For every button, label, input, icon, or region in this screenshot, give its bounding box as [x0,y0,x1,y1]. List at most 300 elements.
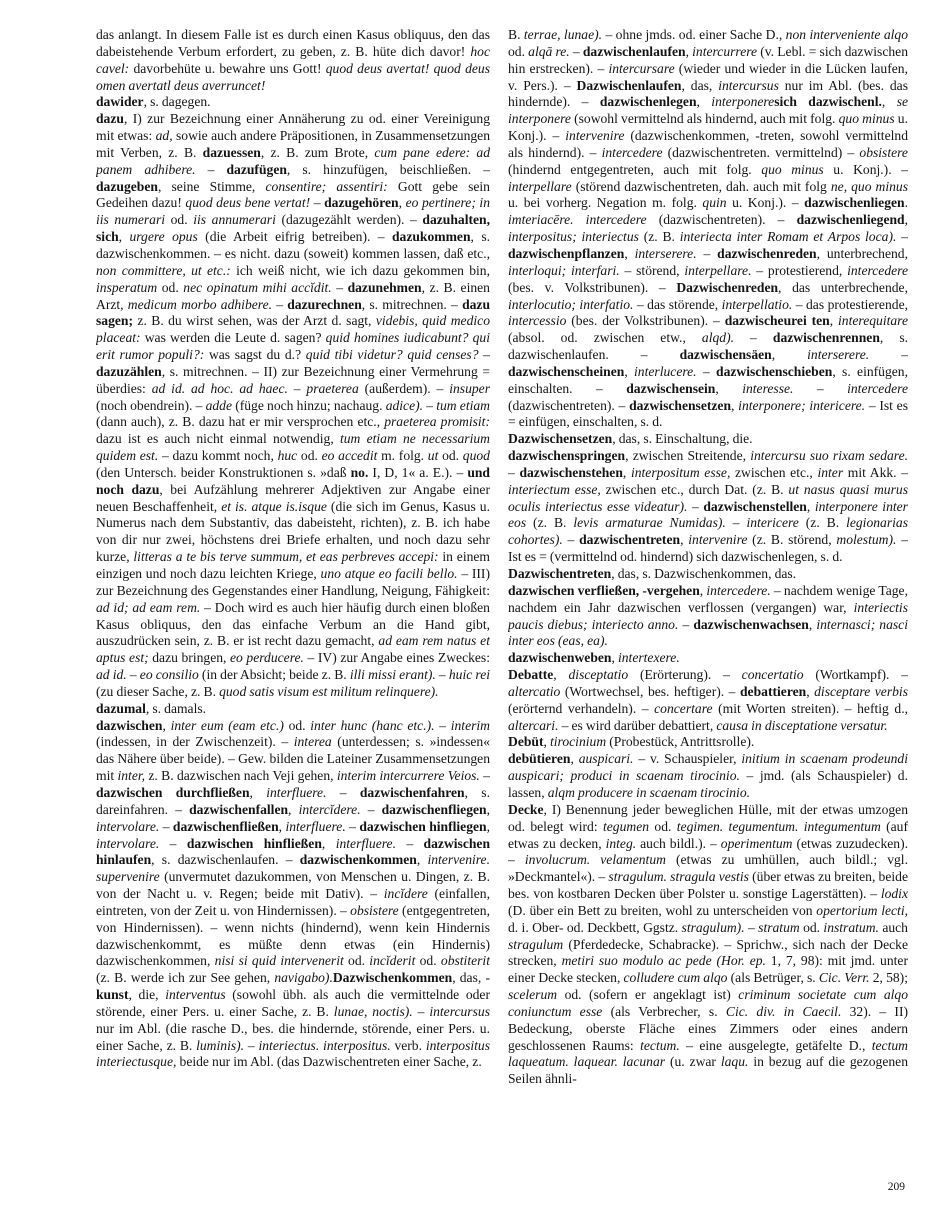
latin-term: metiri suo modulo ac pede (Hor. ep. [561,953,766,969]
latin-term: alqm producere in scaenam tirocinio. [547,784,751,800]
latin-term: intercĭdere. [298,801,361,817]
entry-text: (als Verbrecher, s. [602,1003,726,1019]
entry [508,650,908,667]
latin-term: insuper [449,380,490,396]
entry-text: (hindernd entgegentreten, auch mit folg. [508,161,762,177]
entry-text: 2, 58); [869,970,908,986]
entry-text: , [553,667,569,683]
entry [508,431,908,448]
entry-text: (z. B. werde ich zur See gehen, [96,970,275,986]
latin-term: obsistere [350,902,399,918]
entry-text: m. folg. [377,448,428,464]
entry-text: – [360,801,382,817]
latin-term: involucrum. velamentum [524,852,666,868]
entry-text: (unvermutet dazukommen, von Menschen u. Dingen, z. B. von der Nacht u. v. Regen; beide mit Dativ). – [96,869,490,902]
entry-text: (die sich im Genus, Kasus u. Numerus nach dem Substantiv, das dabeisteht, richten), z. B. ich habe von dir nur zwei, höchstens drei Briefe erhalten, und noch dazu sehr kurze, [96,498,490,565]
entry-text: od. [438,448,463,464]
headword: dazwischen hinlaufen [96,835,490,868]
entry-text: (einfallen, eintreten, von der Zeit u. von Hindernissen). – [96,886,490,918]
entry-text: auch [878,919,908,935]
latin-term: altercari. [508,717,559,733]
entry-text: , I) Benennung jeder beweglichen Hülle, mit der etwas umzogen od. belegt wird: [508,801,908,834]
entry-text: , [118,229,130,245]
entry-text: 1, 7, 98): mit jmd. unter einer Decke stecken, [508,953,908,986]
entry-text: (etwas zu umhüllen, auch bildl.; vgl. »Deckmantel«). – [508,852,908,885]
latin-term: eo consilio [139,667,199,683]
entry-text: , [699,582,707,598]
entry-text: , s. mitrechnen. – II) zur Bezeichnung einer Vermehrung = überdies: [96,363,490,396]
latin-term: interpositum esse, [630,464,731,480]
entry-text: (etwas zuzudecken). – [508,835,908,868]
entry-text: , s. dazwischenlaufen. – [508,330,908,363]
entry-text: – es wird darüber debattiert, [558,717,717,733]
headword: Debüt [508,734,544,750]
entry-text: , [278,818,286,834]
entry-text: auch bildl.). – [636,835,721,851]
latin-term: ad, [155,128,173,144]
entry-text: dazu ist es auch nicht einmal notwendig, [96,431,340,447]
entry-text: – protestierend, [751,262,848,278]
entry-text: – ohne jmds. od. einer Sache D., [602,27,786,42]
latin-term: tegumen [602,818,650,834]
entry-text: (entgegentreten, von Hindernissen). – wenn nichts (hindernd), wenn kein Hindernis dazwischenkommt, es müßte denn etwas (ein Hindernis) dazwischenkommen, [96,902,490,969]
entry-text: , [543,734,550,750]
headword: dazwischenliegen [804,195,905,211]
entry-text: (bes. der Volkstribunen). – [566,313,725,329]
latin-term: medicum morbo adhibere. [127,296,272,312]
entry-text: od. [297,448,322,464]
entry-text: od. [799,919,824,935]
latin-term: quod satis visum est militum relinquere). [219,683,439,699]
latin-term: intercedere [847,262,908,278]
entry-text: – [744,919,759,935]
entry-text: – [478,347,490,363]
latin-term: hoc cavel: [96,43,490,76]
headword: Dazwischentreten [508,566,612,581]
latin-term: interserere. [634,245,697,261]
entry-text: (sowohl übh. als auch die vermittelnde oder störende, einer Pers. u. einer Sache, z. B. [96,987,490,1019]
latin-term: iis annumerari [193,212,276,228]
latin-term: disceptatio [568,667,629,683]
latin-term: obsistere [859,144,908,160]
entry-text: , die, [128,987,166,1003]
latin-term: lunae, noctis). [333,1003,413,1019]
entry-text: (Probestück, Antrittsrolle). [606,734,755,750]
latin-term: luminis). [196,1037,245,1053]
right-column [508,27,908,1187]
latin-term: interponere; intericere. [738,397,866,413]
entry [508,802,908,1088]
latin-term: quod deus bene vertat! [185,195,311,211]
entry-text: , [881,94,897,110]
latin-term: levis armaturae Numidas). [573,515,726,531]
entry-text: – das störende, [633,296,722,312]
headword: Dazwischenkommen [332,970,453,986]
entry-text: , [680,532,689,548]
headword: dazwischen [96,717,163,733]
latin-term: quo minus [838,111,895,127]
entry-text: davorbehüte u. bewahre uns Gott! [129,60,326,76]
entry-text: – [287,380,307,396]
latin-term: intercedere [601,144,663,160]
latin-term: quid homines iudicabunt? qui erit rumor populi?: [96,330,490,363]
entry-text: – [159,835,187,851]
latin-term: interequitare [838,313,908,329]
headword: Dazwischenreden [676,279,779,295]
entry-text: (den Untersch. beider Konstruktionen s. »daß [96,464,351,480]
entry-text: nur im Abl. (bes. das hindernde). – [508,77,908,110]
entry-text: – [244,1037,259,1053]
entry-text: – störend, [619,262,685,278]
entry-text: – [195,161,227,177]
latin-term: interpellare [508,178,572,194]
entry [508,667,908,734]
headword: debattieren [740,683,807,699]
entry-text: , [570,751,579,767]
headword: dazwischenlegen [599,94,697,110]
latin-term: eo pertinere; in iis numerari [96,195,490,228]
entry-text: mit Akk. – [843,464,908,480]
latin-term: se interponere [508,94,908,127]
latin-term: concertatio [741,667,804,683]
latin-term: interpositus; interiectus [508,229,639,245]
entry-text: – eine ausgelegte, getäfelte D., [679,1037,872,1053]
entry-text: , [486,801,490,817]
latin-term: ut nasus quasi murus oculis interiectus esse videatur). [508,481,908,514]
latin-term: huc [277,448,298,464]
headword: dazwischensein [626,380,716,396]
latin-term: interfluere. [335,835,396,851]
headword: dazwischenfallen [189,801,289,817]
entry-text: , s. dazwischenkommen. – es nicht. dazu (soweit) kommen lassen, daß etc., [96,229,490,261]
latin-term: uno atque eo facili bello. [320,566,458,581]
latin-term: insperatum [96,279,158,295]
headword: dazwischenstehen [519,464,623,480]
entry-text: , [829,313,839,329]
latin-term: tirocinium [550,734,607,750]
latin-term: eo accedit [321,448,378,464]
entry-text: , [398,195,406,211]
entry-text: , bei Aufzählung mehrerer Adjektiven zur Angabe einer neuen Beschaffenheit, [96,481,490,514]
entry-text: – [345,818,360,834]
entry-text: (noch obendrein). – [96,397,206,413]
entry-text: , das, [681,77,719,93]
entry-text: (dazwischentreten). – [508,397,630,413]
headword: debütieren [508,751,571,767]
entry-text: verb. [390,1037,426,1053]
latin-term: intertexere. [617,650,680,666]
entry-text: (dazwischenkommen, -treten, sowohl vermittelnd als hindernd). – [508,128,908,160]
entry-text: – v. Schauspieler, [633,751,742,767]
entry-text: , [624,245,635,261]
entry-text: – [310,195,325,211]
entry-text: (dazugezählt werden). – [275,212,423,228]
entry-text: , [904,212,908,228]
latin-term: interpellatio. [721,296,793,312]
headword: dawider [96,94,144,110]
latin-term: internasci; nasci inter eos (eas, ea). [508,616,908,649]
latin-term: nisi si quid intervenerit [214,953,344,969]
entry-text: (z. B. störend, [747,532,837,548]
entry-text: (absol. od. zwischen etw., [508,330,702,346]
latin-term: interiecta inter Romam et Arpos loca). [679,229,897,245]
dictionary-page [96,27,908,1187]
latin-term: interloqui; interfari. [508,262,620,278]
latin-term: illi missi erant). [349,667,436,683]
latin-term: incĭdere [383,886,428,902]
entry-text: , zwischen Streitende, [625,448,751,464]
entry-text: – das protestierende, [792,296,908,312]
latin-term: interlocutio; interfatio. [508,296,634,312]
headword: dazufügen [226,161,287,177]
latin-term: interponere [711,94,775,110]
latin-term: ad id. [96,667,127,683]
headword: no. [350,464,369,480]
latin-term: non committere, ut etc.: [96,262,231,278]
headword: dazwischenlaufen [582,43,686,59]
latin-term: interesse. [742,380,794,396]
headword: dazumal [96,700,146,716]
latin-term: ad eam rem natus et aptus est; [96,633,490,666]
entry-text: d. i. Ober- od. Deckbett, Ggstz. [508,919,682,935]
latin-term: intercedere. [706,582,771,598]
latin-term: litteras a te bis terve summum, et eas perbreves accepi: [133,549,439,565]
headword: dazwischeurei ten [724,313,830,329]
entry-text: – [159,818,173,834]
latin-term: intericere [746,515,799,531]
entry-text: , s. hinzufügen, beischließen. – [286,161,490,177]
entry-text: – [126,667,140,683]
latin-term: tectum laqueatum. laquear. lacunar [508,1037,908,1070]
entry-text: – [479,768,490,784]
entry-text: – [412,1003,430,1019]
latin-term: interfluere. [266,784,327,800]
entry-text: od. [415,953,441,969]
entry-text: (zu dieser Sache, z. B. [96,683,220,699]
headword: dazunehmen [347,279,422,295]
latin-term: instratum. [823,919,879,935]
latin-term: intervolare. [96,835,160,851]
entry-text: – [696,363,717,379]
entry-text: (in der Absicht; beide z. B. [198,667,350,683]
latin-term: stragulum [508,936,564,952]
entry-text: u. Konj.). – [823,161,908,177]
latin-term: intervolare. [96,818,160,834]
entry-text: od. [283,717,311,733]
headword: dazwischenspringen [508,448,626,464]
entry-text: zwischen etc., [730,464,818,480]
entry-text: , [611,650,618,666]
latin-term: alqd). [701,330,734,346]
entry-text: was werden die Leute d. sagen? [140,330,326,346]
entry [508,583,908,650]
latin-term: quod deus avertat! quod deus omen avertatl deus averruncet! [96,60,490,93]
entry-text: – [508,464,520,480]
entry-text: – [734,330,773,346]
entry-text: , [696,94,712,110]
latin-term: cum pane edere: ad panem adhibere. [96,144,490,177]
latin-term: interim [450,717,490,733]
latin-term: opertorium lecti, [816,902,908,918]
entry-text: z. B. dazwischen nach Veji gehen, [145,768,337,784]
latin-term: tectum. [640,1037,680,1053]
headword: dazwischenfliegen [381,801,487,817]
entry [96,27,490,94]
entry-text: (dazwischentreten). – [646,212,797,228]
latin-term: interpellare. [684,262,752,278]
latin-term: intercurrere [692,43,758,59]
headword: dazwischen hinfließen [186,835,322,851]
entry-text: , s. mitrechnen. – [361,296,463,312]
entry-text: in einem einzigen und noch dazu leichten Kriege, [96,549,490,581]
entry-text: , unterbrechend, [816,245,908,261]
entry-text: sowie auch andere Präpositionen, in Zusammensetzungen mit Verben, z. B. [96,128,490,160]
headword: dazugeben [96,178,158,194]
entry-text: , [416,852,428,868]
entry-text: – [423,397,437,413]
latin-term: urgere opus [129,229,198,245]
latin-term: interlucere. [634,363,697,379]
entry-text: – [896,229,908,245]
entry-text: (die Arbeit eifrig betreiben). – [197,229,392,245]
entry-text: – [331,279,348,295]
entry-text: – dazu kommt noch, [158,448,278,464]
entry-text: (indessen, in der Zwischenzeit). – [96,734,294,750]
entry-text: – [725,515,747,531]
entry-text: od. (sofern er angeklagt ist) [557,987,739,1003]
entry-text: ich weiß nicht, wie ich dazu gekommen bin, [230,262,490,278]
entry-text: (Wortkampf). – [803,667,908,683]
entry-text: u. Konj.). – [726,195,805,211]
entry-text: (störend dazwischentreten, dah. auch mit folg [571,178,831,194]
entry-text: , [808,616,817,632]
latin-term: inter, [117,768,146,784]
entry-text: , [715,380,743,396]
headword: dazwischensäen [679,347,772,363]
latin-term: nec opinatum mihi accĭdit. [183,279,332,295]
entry-text: – IV) zur Angabe eines Zweckes: [303,650,490,666]
headword: dazwischenwachsen [693,616,809,632]
entry-text: . [904,195,908,211]
entry-text: (Pferdedecke, Schabracke). – Sprichw., sich nach der Decke strecken, [508,936,908,969]
entry-text: od. [157,279,184,295]
page-number: 209 [887,1181,905,1193]
entry-text: das anlangt. In diesem Falle ist es durch einen Kasus obliquus, den das dabeistehende Verbum erfordert, zu geben, z. B. hüte dich davor! [96,27,490,59]
latin-term: Cic. Verr. [818,970,870,986]
entry-text: – [696,245,718,261]
latin-term: interiectis paucis diebus; interiecto anno. [508,599,908,632]
entry [508,566,908,583]
latin-term: intercursus [429,1003,490,1019]
entry [508,27,908,431]
headword: dazu sagen; [96,296,490,329]
latin-term: intercursu suo rixam sedare. [750,448,908,464]
entry-text: , [624,363,635,379]
latin-term: intervenire [565,128,625,144]
latin-term: interpositus interiectusque, [96,1037,490,1070]
entry-text: dazu bringen, [148,650,231,666]
latin-term: criminum societate cum alqo coniunctum esse [508,987,908,1019]
entry-text: nur im Abl. (die rasche D., bes. die hindernde, störende, einer Pers. u. einer Sache, z. B. [96,1020,490,1053]
entry-text: u. Konj.). – [508,111,908,144]
headword: dazwischenfahren [359,784,465,800]
entry-text: , z. B. zum Brote, [260,144,375,160]
latin-term: ad id; ad eam rem. [96,599,201,615]
latin-term: intercursare [608,60,675,76]
entry-text: (füge noch hinzu; nachaug. [232,397,386,413]
latin-term: intervenire [688,532,748,548]
entry-text: – III) zur Bezeichnung des Gegenstandes einer Handlung, Neigung, Fähigkeit: [96,566,490,598]
entry-text: , [806,683,815,699]
latin-term: stragulum). [681,919,745,935]
entry-text: – [569,43,583,59]
latin-term: tegimen. tegumentum. integumentum [676,818,881,834]
entry-text: – jmd. (als Schauspieler) d. lassen, [508,768,908,800]
headword: dazuessen [202,144,261,160]
latin-term: praeterea [306,380,359,396]
latin-term: terrae, lunae). [523,27,603,42]
entry-text: z. B. du wirst sehen, was der Arzt d. sagt, [133,313,376,329]
entry-text: od. [165,212,194,228]
entry [508,751,908,802]
latin-term: causa in disceptatione versatur. [716,717,888,733]
latin-term: praeterea promisit: [384,414,490,430]
headword: dazwischenliegend [796,212,905,228]
headword: Dazwischensetzen [508,431,613,447]
latin-term: interfluere. [285,818,346,834]
entry-text: (z. B. [526,515,574,531]
entry-text: (wieder und wieder in die Lücken laufen, v. Pers.). – [508,60,908,93]
entry-text: – nachdem wenige Tage, nachdem ein Jahr dazwischen verflossen (vergangen) war, [508,582,908,615]
entry-text: , s. einfügen, einschalten. – [508,363,908,396]
entry-text: , [622,464,631,480]
latin-term: intercedere [847,380,908,396]
entry-text: – [272,296,288,312]
headword: Debatte [508,667,554,683]
latin-term: stragulum. stragula vestis [608,869,749,885]
latin-term: imteriacēre. intercedere [508,212,647,228]
entry-text: (D. über ein Bett zu breiten, wohl zu unterscheiden von [508,902,817,918]
latin-term: navigabo). [274,970,333,986]
latin-term: quid tibi videtur? quid censes? [305,347,479,363]
entry-text: – [678,616,694,632]
latin-term: altercatio [508,683,561,699]
entry-text: , s. dagegen. [143,94,211,110]
entry-text: , [249,784,267,800]
headword: dazwischenstellen [703,498,807,514]
latin-term: inter [817,464,844,480]
latin-term: quin [702,195,727,211]
entry-text: , [806,498,815,514]
latin-term: ne, quo minus [830,178,908,194]
latin-term: interiectum esse, [508,481,601,497]
entry-text: (dazwischentreten. vermittelnd) – [662,144,860,160]
latin-term: tum etiam ne necessarium quidem est. [96,431,490,464]
headword: dazurechnen [287,296,362,312]
entry-text: (z. B. [798,515,847,531]
latin-term: huic rei [448,667,490,683]
latin-term: scelerum [508,987,558,1003]
latin-term: et is. atque is.isque [221,498,327,514]
latin-term: concertare [654,700,713,716]
entry-text: B. [508,27,524,42]
latin-term: molestum). [836,532,897,548]
latin-term: obstiterit [440,953,490,969]
latin-term: lodix [880,886,908,902]
entry-text: (z. B. [638,229,680,245]
left-column [96,27,490,1187]
latin-term: adice). [385,397,424,413]
